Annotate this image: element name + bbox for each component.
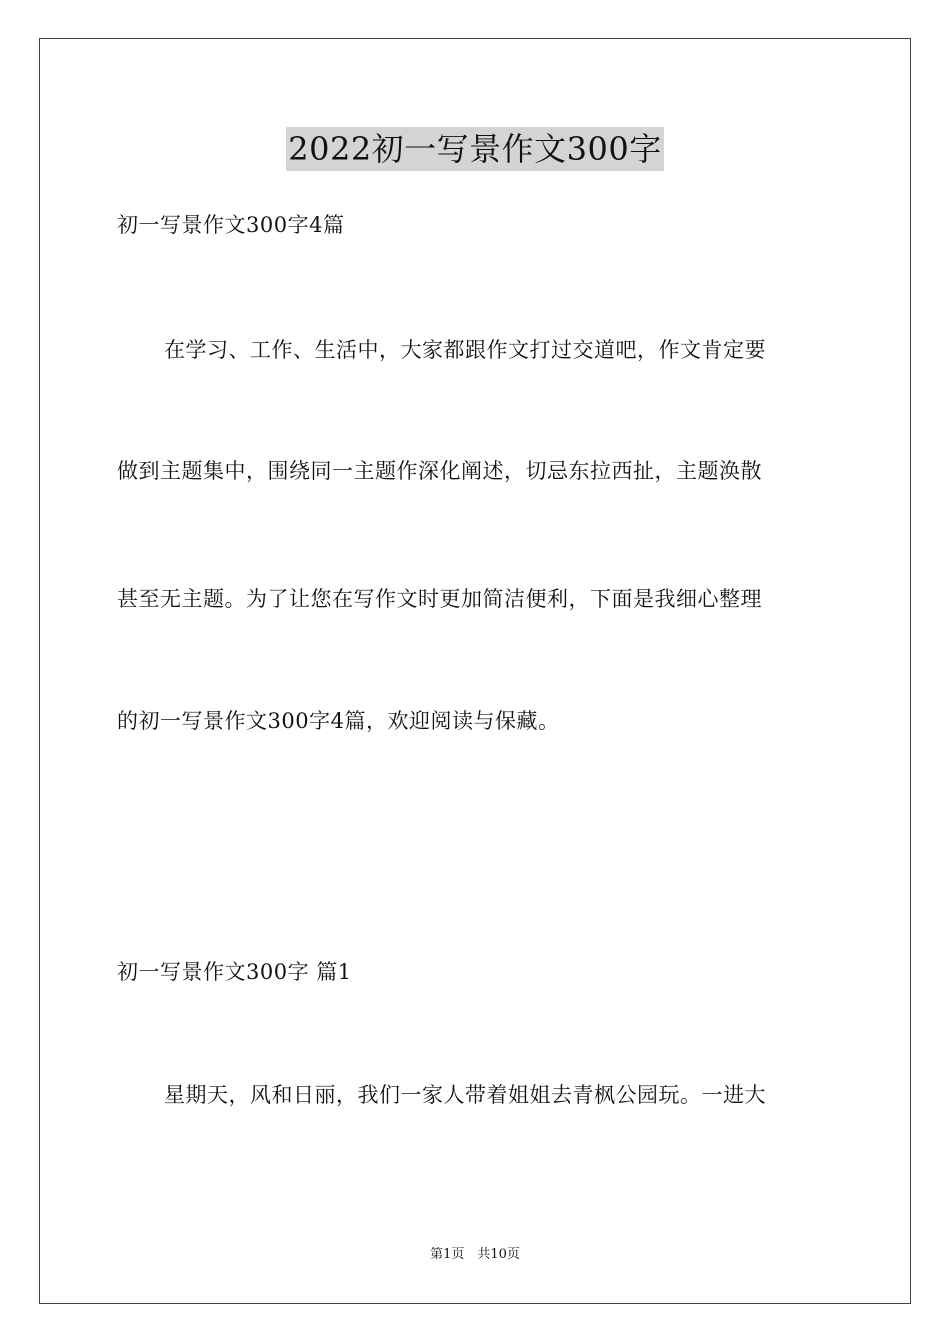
document-subtitle: 初一写景作文300字4篇 xyxy=(117,213,345,237)
title-container xyxy=(0,127,950,171)
page-number: 第1页 共10页 xyxy=(430,1247,520,1262)
intro-line-3: 甚至无主题。为了让您在写作文时更加简洁便利，下面是我细心整理 xyxy=(117,587,762,611)
intro-line-2: 做到主题集中，围绕同一主题作深化阐述，切忌东拉西扯，主题涣散 xyxy=(117,459,762,483)
section-line-1: 星期天，风和日丽，我们一家人带着姐姐去青枫公园玩。一进大 xyxy=(164,1083,766,1107)
section-heading: 初一写景作文300字 篇1 xyxy=(117,960,352,984)
document-title: 2022初一写景作文300字 xyxy=(286,127,664,171)
intro-line-4: 的初一写景作文300字4篇，欢迎阅读与保藏。 xyxy=(117,709,560,733)
intro-line-1: 在学习、工作、生活中，大家都跟作文打过交道吧，作文肯定要 xyxy=(164,338,766,362)
